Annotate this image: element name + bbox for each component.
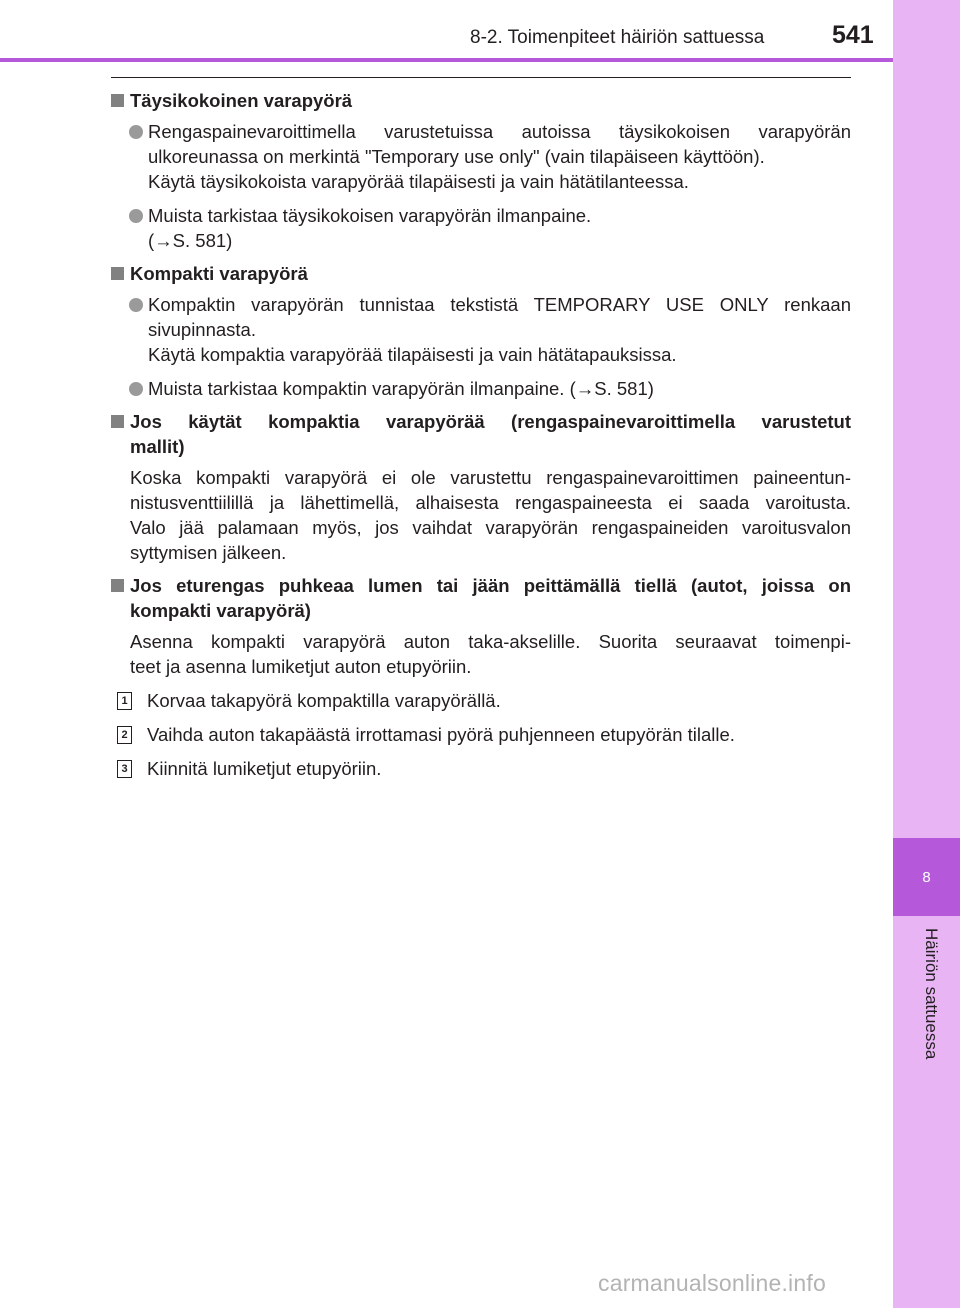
square-bullet-icon (111, 267, 124, 280)
bullet-line: ulkoreunassa on merkintä "Temporary use only" (vain tilapäiseen käyttöön). (148, 146, 765, 167)
header-section-title: 8-2. Toimenpiteet häiriön sattuessa (470, 27, 765, 48)
header-divider (0, 58, 893, 62)
paragraph-line: syttymisen jälkeen. (130, 542, 287, 563)
square-bullet-icon (111, 579, 124, 592)
bullet-line: Kompaktin varapyörän tunnistaa tekstistä TEMPORARY USE ONLY renkaan (148, 294, 851, 315)
bullet-item (111, 292, 851, 367)
step-text: Kiinnitä lumiketjut etupyöriin. (147, 758, 382, 779)
square-bullet-icon (111, 415, 124, 428)
bullet-line: sivupinnasta. (148, 319, 256, 340)
step-item (111, 756, 851, 781)
heading-line: Jos käytät kompaktia varapyörää (rengaspainevaroittimella varustetut (130, 411, 851, 432)
page-number: 541 (832, 21, 874, 49)
paragraph-line: teet ja asenna lumiketjut auton etupyöriin. (130, 656, 472, 677)
step-item (111, 688, 851, 713)
bullet-line: Käytä täysikokoista varapyörää tilapäisesti ja vain hätätilanteessa. (148, 171, 689, 192)
watermark-link[interactable]: carmanualsonline.info (598, 1270, 826, 1296)
heading-line: kompakti varapyörä) (130, 600, 311, 621)
section-heading (111, 261, 851, 286)
heading-line: Jos eturengas puhkeaa lumen tai jään peittämällä tiellä (autot, joissa on (130, 575, 851, 596)
bullet-item (111, 119, 851, 194)
paragraph-line: Asenna kompakti varapyörä auton taka-akselille. Suorita seuraavat toimenpi- (130, 631, 851, 652)
bullet-item (111, 203, 851, 253)
step-number-box: 2 (117, 726, 132, 744)
chapter-side-tab (893, 0, 960, 1308)
page-content (111, 88, 851, 781)
step-text: Korvaa takapyörä kompaktilla varapyörällä. (147, 690, 501, 711)
chapter-number: 8 (893, 838, 960, 916)
square-bullet-icon (111, 94, 124, 107)
bullet-line: Rengaspainevaroittimella varustetuissa autoissa täysikokoisen varapyörän (148, 121, 851, 142)
section-heading (111, 409, 851, 459)
paragraph (111, 629, 851, 679)
circle-bullet-icon (129, 382, 143, 396)
paragraph-line: nistusventtiilillä ja lähettimellä, alhaisesta rengaspaineesta ei saada varoitusta. (130, 492, 851, 513)
step-text: Vaihda auton takapäästä irrottamasi pyörä puhjenneen etupyörän tilalle. (147, 724, 735, 745)
paragraph-line: Koska kompakti varapyörä ei ole varustettu rengaspainevaroittimen paineentun- (130, 467, 851, 488)
circle-bullet-icon (129, 125, 143, 139)
section-heading (111, 88, 851, 113)
bullet-line: (→S. 581) (148, 230, 233, 251)
bullet-line: Muista tarkistaa kompaktin varapyörän ilmanpaine. (→S. 581) (148, 378, 654, 399)
step-number-box: 1 (117, 692, 132, 710)
section-rule (111, 77, 851, 78)
heading-text: Täysikokoinen varapyörä (130, 90, 353, 111)
heading-line: mallit) (130, 436, 185, 457)
step-item (111, 722, 851, 747)
section-heading (111, 573, 851, 623)
paragraph (111, 465, 851, 565)
paragraph-line: Valo jää palamaan myös, jos vaihdat varapyörän rengaspaineiden varoitusvalon (130, 517, 851, 538)
bullet-line: Käytä kompaktia varapyörää tilapäisesti ja vain hätätapauksissa. (148, 344, 677, 365)
heading-text: Kompakti varapyörä (130, 263, 308, 284)
bullet-line: Muista tarkistaa täysikokoisen varapyörän ilmanpaine. (148, 205, 592, 226)
chapter-label: Häiriön sattuessa (922, 928, 941, 1060)
step-number-box: 3 (117, 760, 132, 778)
circle-bullet-icon (129, 298, 143, 312)
bullet-item (111, 376, 851, 401)
circle-bullet-icon (129, 209, 143, 223)
